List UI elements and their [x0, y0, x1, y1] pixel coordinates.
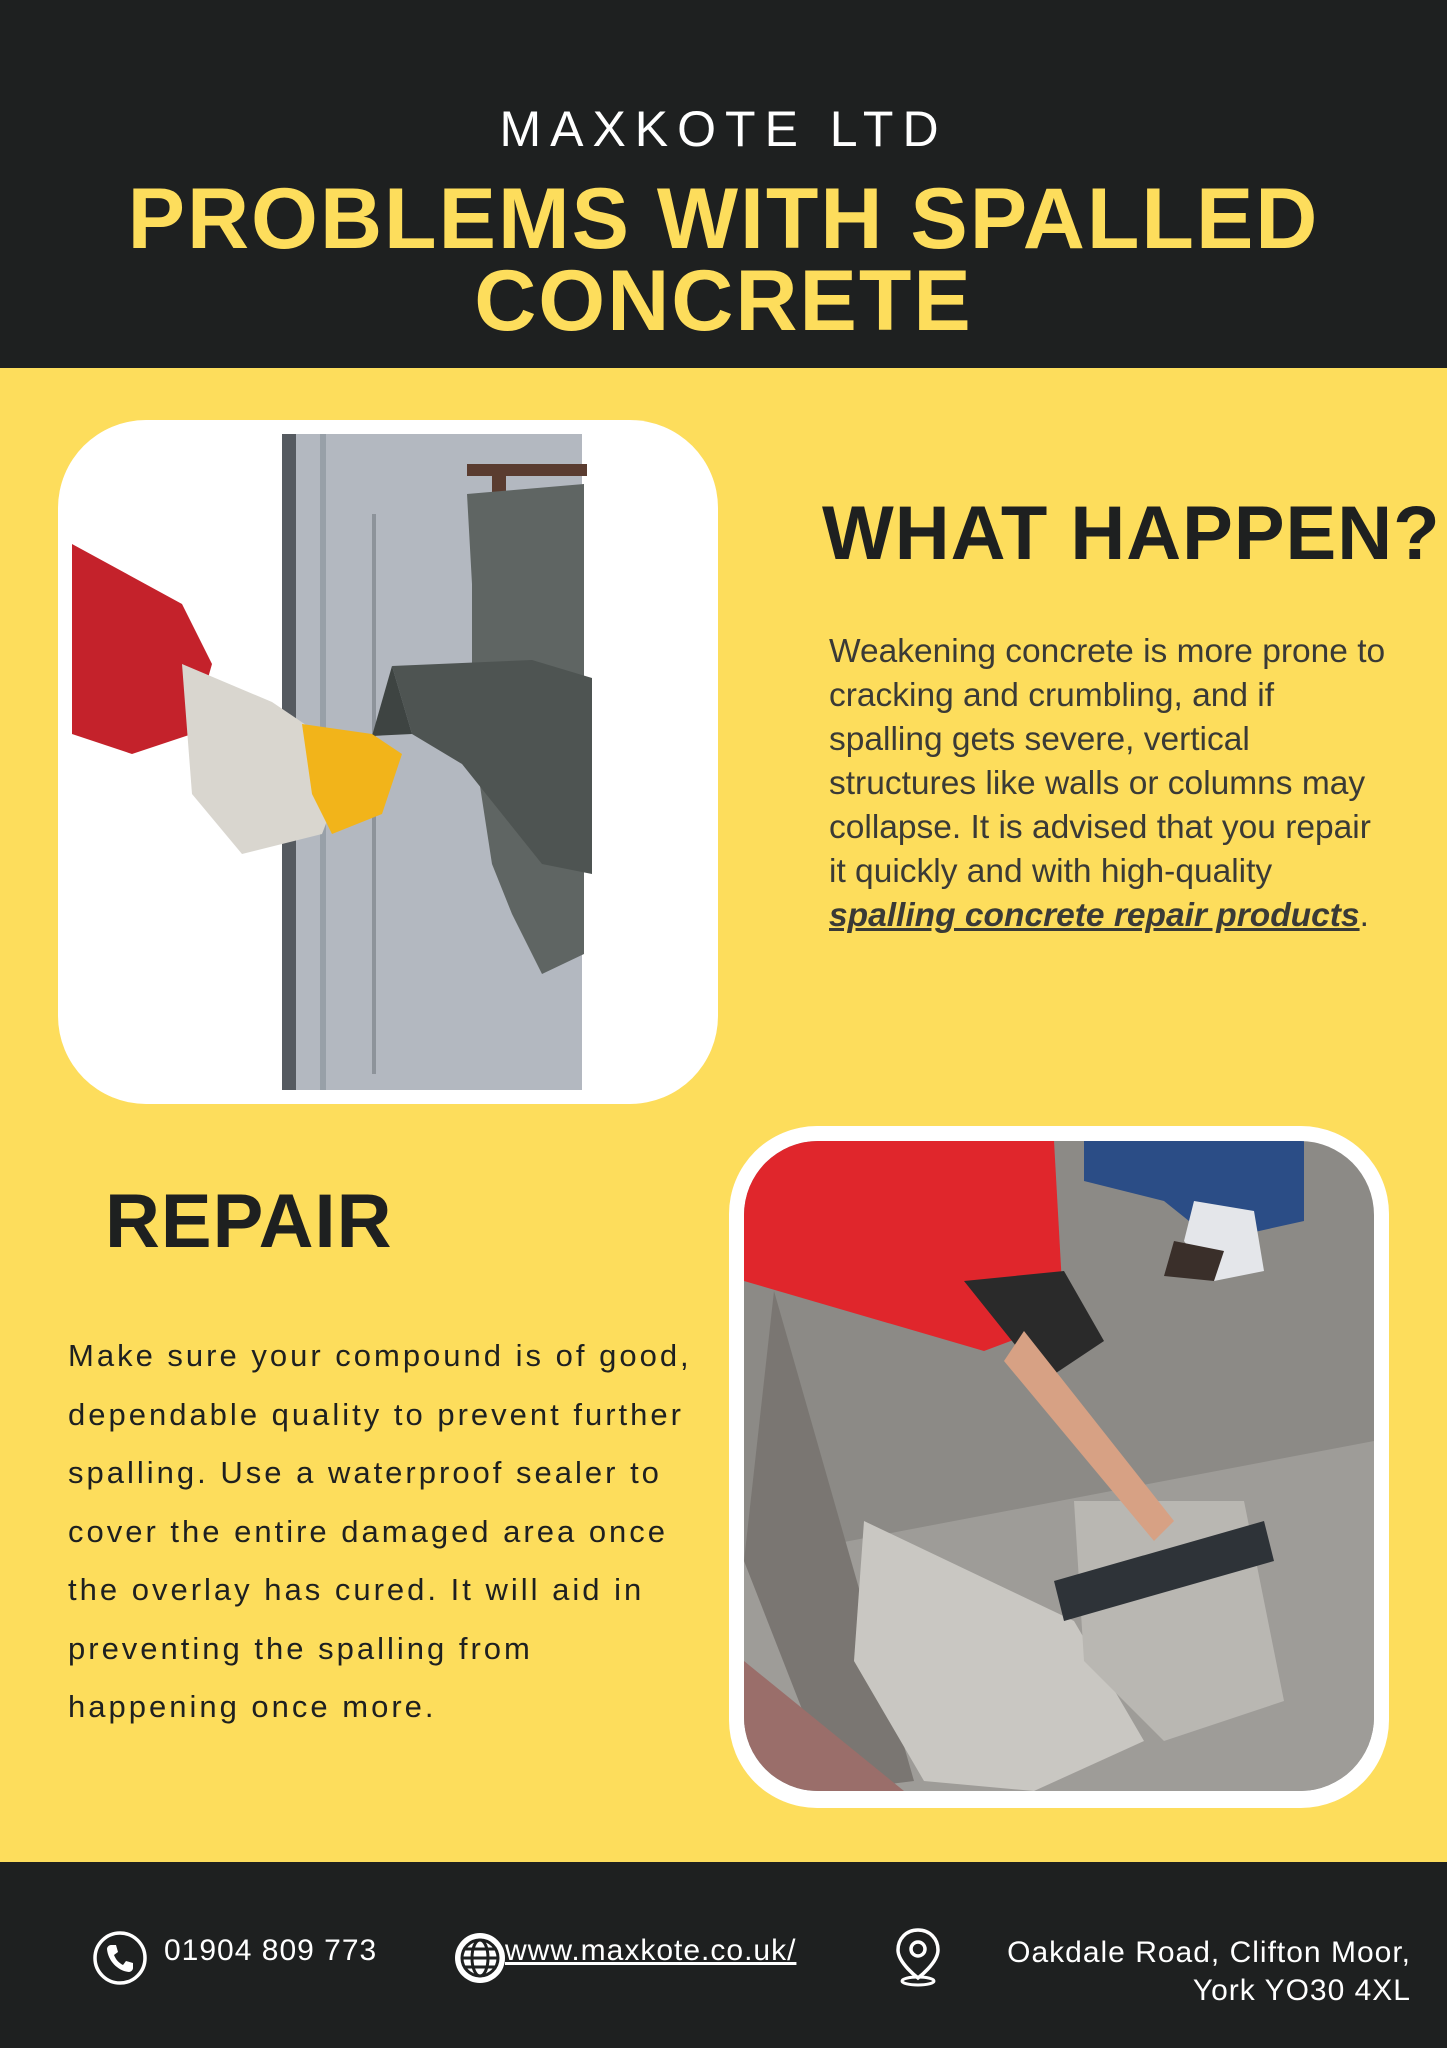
floor-repair-photo [744, 1141, 1374, 1791]
website-link[interactable]: www.maxkote.co.uk/ [505, 1934, 797, 1967]
address-line-2: York YO30 4XL [1192, 1974, 1411, 2007]
wall-repair-photo [72, 434, 704, 1090]
what-happen-text [829, 630, 1389, 938]
page-title [0, 171, 1447, 349]
repair-text: Make sure your compound is of good, dependable quality to prevent further spalling. Use a waterproof sealer to cover the entire damaged area once the overlay has cured. It will aid in preventing the spalling from happening once more. [68, 1338, 692, 1724]
phone-icon [92, 1930, 148, 1986]
header-banner [0, 0, 1447, 368]
floor-repair-photo-frame [729, 1126, 1389, 1808]
brand-name: MAXKOTE LTD [499, 101, 948, 157]
contact-footer [0, 1862, 1447, 2048]
phone-number[interactable]: 01904 809 773 [164, 1934, 378, 1967]
what-happen-heading: WHAT HAPPEN? [822, 491, 1441, 576]
globe-icon [452, 1930, 508, 1986]
title-line-2: CONCRETE [474, 253, 973, 349]
address [1007, 1934, 1411, 2010]
wall-repair-photo-frame [58, 420, 718, 1104]
location-pin-icon [892, 1926, 944, 1988]
what-happen-body: Weakening concrete is more prone to cracking and crumbling, and if spalling gets severe, vertical structures like walls or columns may collapse. It is advised that you repair it quickly and with high-quality [829, 633, 1386, 890]
what-happen-end: . [1359, 897, 1369, 934]
repair-heading: REPAIR [105, 1179, 393, 1264]
repair-products-link[interactable]: spalling concrete repair products [829, 897, 1360, 934]
address-line-1: Oakdale Road, Clifton Moor, [1007, 1936, 1411, 1969]
website-wrapper [505, 1934, 796, 1968]
title-line-1: PROBLEMS WITH SPALLED [127, 171, 1320, 267]
